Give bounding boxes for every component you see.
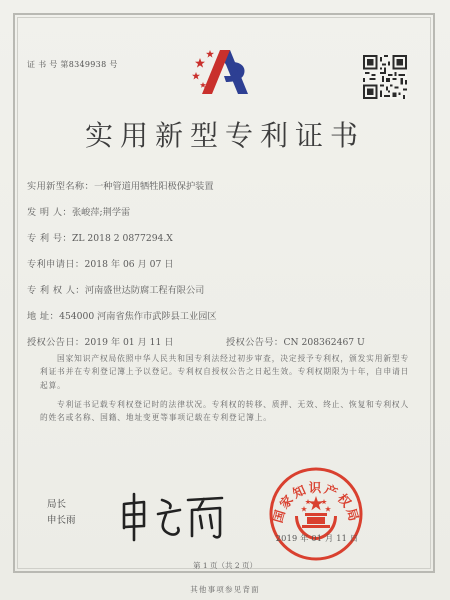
filing-date-value: 2018 年 06 月 07 日 [84,259,174,270]
address-row [27,308,217,322]
patent-number-row [27,230,173,244]
director-name: 申长雨 [47,515,76,526]
filing-date-label: 专利申请日： [27,259,85,270]
patentee-row [27,282,204,296]
grant-number-label: 授权公告号： [226,337,284,348]
address-value: 454000 河南省焦作市武陟县工业园区 [59,311,217,322]
utility-model-name-row [27,178,214,192]
grant-number-row [226,334,365,348]
seal-date: 2019 年 01 月 11 日 [275,533,359,543]
document-title: 实用新型专利证书 [84,119,365,152]
filing-date-row [27,256,173,270]
utility-model-name-value: 一种管道用牺牲阳极保护装置 [94,181,214,192]
inventor-row [27,204,130,218]
cnipa-logo-icon [190,40,258,108]
patent-number-value: ZL 2018 2 0877294.X [72,233,173,244]
grant-date-value: 2019 年 01 月 11 日 [84,337,174,348]
qr-code-icon [363,55,407,99]
inventor-label: 发 明 人： [27,207,72,218]
official-seal-icon [268,466,364,562]
grant-date-row [27,334,173,348]
address-label: 地 址： [27,311,60,322]
inventor-value: 张峻萍;荆学雷 [72,207,131,218]
handwritten-signature [118,488,230,544]
patentee-value: 河南盛世达防腐工程有限公司 [84,285,205,296]
utility-model-name-label: 实用新型名称： [27,181,95,192]
certificate-number-suffix: 号 [109,60,118,69]
patentee-label: 专 利 权 人： [27,285,85,296]
seal-text: 国家知识产权局 [269,480,363,525]
grant-number-value: CN 208362467 U [283,337,365,348]
page-indicator: 第 1 页（共 2 页） [192,561,258,570]
certificate-number-value: 8349938 [68,60,107,69]
director-title: 局长 [47,499,67,510]
certificate-number-label: 证 书 号 第 [27,60,69,69]
patent-number-label: 专 利 号： [27,233,72,244]
grant-date-label: 授权公告日： [27,337,85,348]
statement-paragraph-2: 专利证书记载专利权登记时的法律状况。专利权的转移、质押、无效、终止、恢复和专利权人的姓名或名称、国籍、地址变更等事项记载在专利登记簿上。 [40,400,410,423]
footer-note: 其他事项参见背面 [190,585,260,594]
certificate-number [27,59,118,70]
statement-paragraph-1: 国家知识产权局依照中华人民共和国专利法经过初步审查，决定授予专利权，颁发实用新型专利证书并在专利登记簿上予以登记。专利权自授权公告之日起生效。专利权期限为十年，自申请日起算。 [40,354,410,390]
